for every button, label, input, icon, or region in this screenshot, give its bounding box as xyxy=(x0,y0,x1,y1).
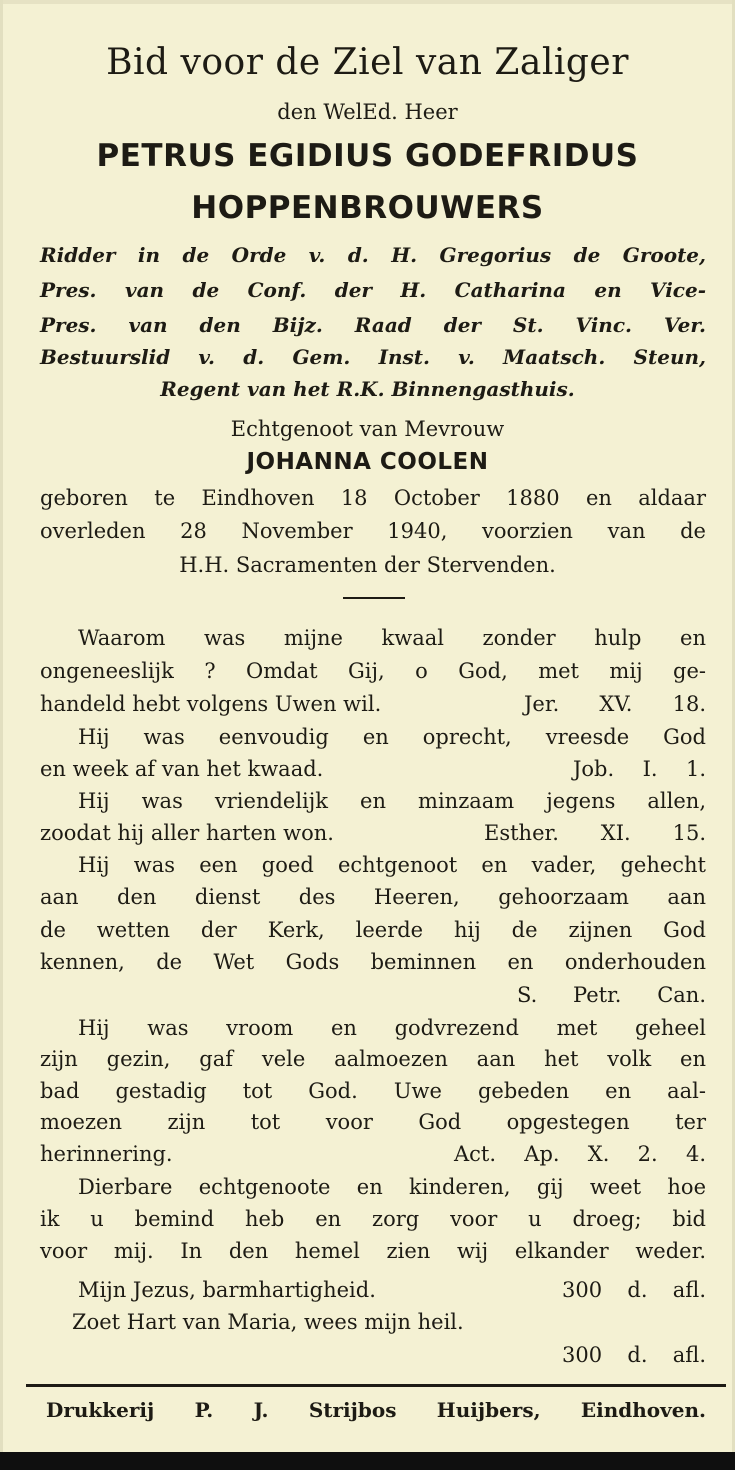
honorific: den WelEd. Heer xyxy=(277,100,458,124)
title-line: Ridder in de Orde v. d. H. Gregorius de Groote, xyxy=(40,243,706,267)
verse-line: Hij was eenvoudig en oprecht, vreesde God xyxy=(78,725,706,749)
spouse-intro: Echtgenoot van Mevrouw xyxy=(230,417,505,441)
deceased-name-last: HOPPENBROUWERS xyxy=(191,190,544,226)
birth-line: geboren te Eindhoven 18 October 1880 en aldaar xyxy=(40,486,706,510)
indulgence: 300 d. afl. xyxy=(562,1278,706,1302)
title-line: Regent van het R.K. Binnengasthuis. xyxy=(160,377,575,401)
verse-line: Waarom was mijne kwaal zonder hulp en xyxy=(78,626,706,650)
card-bottom-edge xyxy=(0,1452,735,1470)
printer-imprint: Drukkerij P. J. Strijbos Huijbers, Eindhoven. xyxy=(46,1398,706,1422)
indulgence: 300 d. afl. xyxy=(562,1343,706,1367)
title-line: Pres. van den Bijz. Raad der St. Vinc. Ver. xyxy=(40,313,706,337)
title-line: Bestuurslid v. d. Gem. Inst. v. Maatsch. Steun, xyxy=(40,345,706,369)
verse-line: moezen zijn tot voor God opgestegen ter xyxy=(40,1110,706,1134)
verse-line: zoodat hij aller harten won. xyxy=(40,821,334,845)
verse-reference: Esther. XI. 15. xyxy=(484,821,706,845)
verse-line: Hij was vriendelijk en minzaam jegens allen, xyxy=(78,789,706,813)
verse-line: Hij was vroom en godvrezend met geheel xyxy=(78,1016,706,1040)
verse-line: herinnering. xyxy=(40,1142,173,1166)
verse-line: zijn gezin, gaf vele aalmoezen aan het volk en xyxy=(40,1047,706,1071)
verse-reference: Act. Ap. X. 2. 4. xyxy=(454,1142,706,1166)
verse-reference: Jer. XV. 18. xyxy=(524,692,706,716)
spouse-name: JOHANNA COOLEN xyxy=(246,449,489,475)
prayer-text: Zoet Hart van Maria, wees mijn heil. xyxy=(72,1310,464,1334)
verse-line: bad gestadig tot God. Uwe gebeden en aal- xyxy=(40,1079,706,1103)
verse-line: aan den dienst des Heeren, gehoorzaam aan xyxy=(40,885,706,909)
title-line: Pres. van de Conf. der H. Catharina en Vice- xyxy=(40,278,706,302)
deceased-name-first: PETRUS EGIDIUS GODEFRIDUS xyxy=(96,138,639,174)
footer-rule xyxy=(26,1384,726,1387)
verse-reference: S. Petr. Can. xyxy=(517,983,706,1007)
prayer-heading: Bid voor de Ziel van Zaliger xyxy=(106,42,629,83)
verse-line: de wetten der Kerk, leerde hij de zijnen God xyxy=(40,918,706,942)
verse-line: Hij was een goed echtgenoot en vader, gehecht xyxy=(78,853,706,877)
death-line: overleden 28 November 1940, voorzien van de xyxy=(40,519,706,543)
verse-line: Dierbare echtgenoote en kinderen, gij weet hoe xyxy=(78,1175,706,1199)
verse-line: handeld hebt volgens Uwen wil. xyxy=(40,692,382,716)
verse-line: voor mij. In den hemel zien wij elkander weder. xyxy=(40,1239,706,1263)
card-top-edge xyxy=(0,0,735,4)
verse-reference: Job. I. 1. xyxy=(573,757,706,781)
sacraments-line: H.H. Sacramenten der Stervenden. xyxy=(179,553,556,577)
verse-line: ongeneeslijk ? Omdat Gij, o God, met mij ge- xyxy=(40,659,706,683)
verse-line: en week af van het kwaad. xyxy=(40,757,324,781)
verse-line: kennen, de Wet Gods beminnen en onderhouden xyxy=(40,950,706,974)
section-divider xyxy=(343,597,405,599)
prayer-text: Mijn Jezus, barmhartigheid. xyxy=(78,1278,376,1302)
verse-line: ik u bemind heb en zorg voor u droeg; bid xyxy=(40,1207,706,1231)
